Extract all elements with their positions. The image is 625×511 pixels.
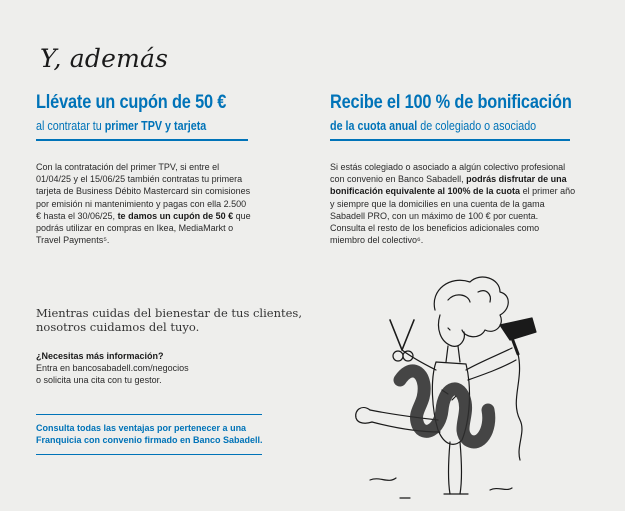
right-body-end: el primer año y siempre que la domicilies en una cuenta de la gama Sabadell PRO, con un máximo de 100 € por cuenta. Consulta el resto de los beneficios adicionales como miembro del colectivo⁶. xyxy=(330,186,576,246)
left-subtitle-text: al contratar tu xyxy=(36,119,105,133)
note-line-2: Franquicia con convenio firmado en Banco Sabadell. xyxy=(36,435,263,445)
left-body xyxy=(36,161,252,246)
lead-text xyxy=(36,306,316,334)
left-rule xyxy=(36,139,248,141)
left-subtitle-bold: primer TPV y tarjeta xyxy=(104,119,207,133)
right-subtitle xyxy=(330,119,536,133)
page-heading: Y, además xyxy=(40,44,169,73)
left-subtitle xyxy=(36,119,206,133)
right-body-bold: podrás disfrutar de una bonificación equivalente al 100% de la cuota xyxy=(330,174,567,197)
info-question: ¿Necesitas más información? xyxy=(36,351,164,361)
info-block xyxy=(36,350,276,387)
right-body-text: Si estás colegiado o asociado a algún colectivo profesional con convenio en Banco Sabadell, xyxy=(330,162,566,185)
hairdresser-illustration xyxy=(340,270,540,505)
right-body xyxy=(330,161,576,246)
lead-line-1: Mientras cuidas del bienestar de tus clientes, xyxy=(36,306,302,320)
right-section xyxy=(330,92,575,114)
franchise-note xyxy=(36,422,276,446)
left-body-bold: te damos un cupón de 50 € xyxy=(117,210,234,221)
info-link-line[interactable]: Entra en bancosabadell.com/negocios xyxy=(36,363,189,374)
right-rule xyxy=(330,139,570,141)
left-title: Llévate un cupón de 50 € xyxy=(36,92,227,113)
left-section xyxy=(36,92,248,114)
lead-line-2: nosotros cuidamos del tuyo. xyxy=(36,320,200,334)
left-body-text: Con la contratación del primer TPV, si entre el 01/04/25 y el 15/06/25 también contratas tu primera tarjeta de Business Débito Mastercard sin comisiones por emisión ni mantenimiento y pagas con ella 2.500 € hasta el 30/06/25, xyxy=(36,162,251,221)
left-body-end: que podrás utilizar en compras en Ikea, MediaMarkt o Travel Payments⁵. xyxy=(36,210,251,246)
note-rule-top xyxy=(36,414,262,415)
right-subtitle-bold: de la cuota anual xyxy=(330,119,418,133)
right-subtitle-text: de colegiado o asociado xyxy=(417,119,537,133)
info-line-2: o solicita una cita con tu gestor. xyxy=(36,375,162,386)
right-title: Recibe el 100 % de bonificación xyxy=(330,92,572,113)
note-rule-bottom xyxy=(36,454,262,455)
note-line-1: Consulta todas las ventajas por pertenecer a una xyxy=(36,423,247,433)
